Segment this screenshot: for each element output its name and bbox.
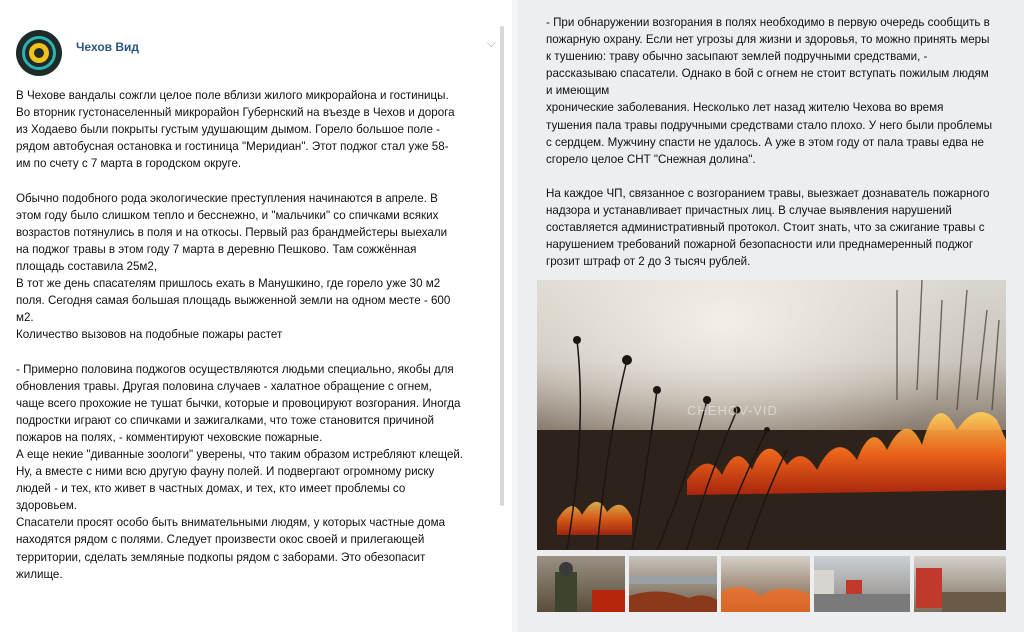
thumbnail[interactable] xyxy=(537,556,625,612)
text-line: рассказываю спасатели. Однако в бой с огнем не стоит вступать пожилым людям xyxy=(546,67,989,81)
text-line: жилище. xyxy=(16,567,63,581)
post-header xyxy=(16,30,496,80)
text-line: возрастов потянулись в поля и на откосы. Первый раз брандмейстеры выехали xyxy=(16,225,448,239)
text-line: Во вторник густонаселенный микрорайон Губернский на въезде в Чехов и дорога xyxy=(16,106,455,120)
photo-watermark: CHEHOV-VID xyxy=(687,403,778,418)
author-name[interactable]: Чехов Вид xyxy=(76,40,140,54)
text-line: с сердцем. Мужчину спасти не удалось. А уже в этом году от пала травы едва не xyxy=(546,135,984,149)
text-line xyxy=(16,343,463,360)
text-line: пожаров на полях, - комментируют чеховские пожарные. xyxy=(16,430,323,444)
text-line: надзора и устанавливает причастных лиц. В случае выявления нарушений xyxy=(546,204,952,218)
text-line: На каждое ЧП, связанное с возгоранием травы, выезжает дознаватель пожарного xyxy=(546,186,990,200)
text-line: на поджог травы в этом году 7 марта в деревню Пешково. Там сожжённая xyxy=(16,242,417,256)
text-line: тушения пала травы подручными средствами стало плохо. У него были проблемы xyxy=(546,118,993,132)
thumbnail[interactable] xyxy=(721,556,810,612)
avatar[interactable] xyxy=(16,30,62,76)
text-line: чаще всего прохожие не тушат бычки, которые и провоцируют возгорания. Иногда xyxy=(16,396,461,410)
thumbnail[interactable] xyxy=(814,556,910,612)
text-line: Количество вызовов на подобные пожары растет xyxy=(16,328,283,342)
text-line: подростки играют со спичками и зажигалками, что тоже становится причиной xyxy=(16,413,434,427)
text-line: грозит штраф от 2 до 3 тысяч рублей. xyxy=(546,255,751,269)
text-line: - При обнаружении возгорания в полях необходимо в первую очередь сообщить в xyxy=(546,16,990,29)
text-line: Обычно подобного рода экологические преступления начинаются в апреле. В xyxy=(16,191,438,205)
text-line: - Примерно половина поджогов осуществляются людьми специально, якобы для xyxy=(16,362,454,376)
text-line: сгорело целое СНТ "Снежная долина". xyxy=(546,152,756,166)
text-line: здоровьем. xyxy=(16,499,78,513)
post-text-right xyxy=(546,14,992,270)
text-line: Ну, а вместе с ними всю другую фауну полей. И подвергают огромному риску xyxy=(16,465,435,479)
text-line: людей - и тех, кто живет в частных домах, и тех, кто имеет проблемы со xyxy=(16,482,406,496)
text-line: этом году было слишком тепло и бесснежно, и "мальчики" со спичками всяких xyxy=(16,208,439,222)
text-line: находятся рядом с полями. Следует произвести окос своей и прилегающей xyxy=(16,533,425,547)
text-line: хронические заболевания. Несколько лет назад жителю Чехова во время xyxy=(546,101,944,115)
text-line: им по счету с 7 марта в городском округе. xyxy=(16,157,242,171)
text-line: м2. xyxy=(16,311,34,325)
text-line: и имеющим xyxy=(546,84,610,98)
text-line: составляется административный протокол. Стоит знать, что за сжигание травы с xyxy=(546,221,985,235)
text-line: рядом автобусная остановка и гостиница "Меридиан". Этот поджог стал уже 58- xyxy=(16,140,449,154)
thumbnail[interactable] xyxy=(914,556,1006,612)
text-line: А еще некие "диванные зоологи" уверены, что таким образом истребляют клещей. xyxy=(16,447,464,461)
post-text-left xyxy=(16,87,463,583)
thumbnail[interactable] xyxy=(629,556,717,612)
text-line: Спасатели просят особо быть внимательными людям, у которых частные дома xyxy=(16,516,446,530)
scrollbar[interactable] xyxy=(500,26,504,506)
text-line: площадь составила 25м2, xyxy=(16,259,158,273)
grass-fire-image xyxy=(537,280,1006,550)
text-line: к тушению: траву обычно засыпают землей подручными средствами, - xyxy=(546,50,928,64)
text-line: пожарную охрану. Если нет угрозы для жизни и здоровья, то можно принять меры xyxy=(546,33,990,47)
chevron-down-icon[interactable]: ⌵ xyxy=(486,36,496,50)
text-line: обновления травы. Другая половина случаев - халатное обращение с огнем, xyxy=(16,379,432,393)
text-line: В Чехове вандалы сожгли целое поле вблизи жилого микрорайона и гостиницы. xyxy=(16,89,449,102)
text-line: В тот же день спасателям пришлось ехать в Манушкино, где горело уже 30 м2 xyxy=(16,277,441,291)
text-line xyxy=(546,168,992,185)
text-line: территории, сделать земляные подкопы рядом с заборами. Это обезопасит xyxy=(16,550,426,564)
text-line xyxy=(16,172,463,189)
text-line: поля. Сегодня самая большая площадь выжженной земли на одном месте - 600 xyxy=(16,294,451,308)
text-line: из Ходаево были покрыты густым удушающим дымом. Горело большое поле - xyxy=(16,123,440,137)
post-main-photo[interactable] xyxy=(537,280,1006,550)
text-line: нарушением требований пожарной безопасности или преднамеренный поджог xyxy=(546,238,974,252)
